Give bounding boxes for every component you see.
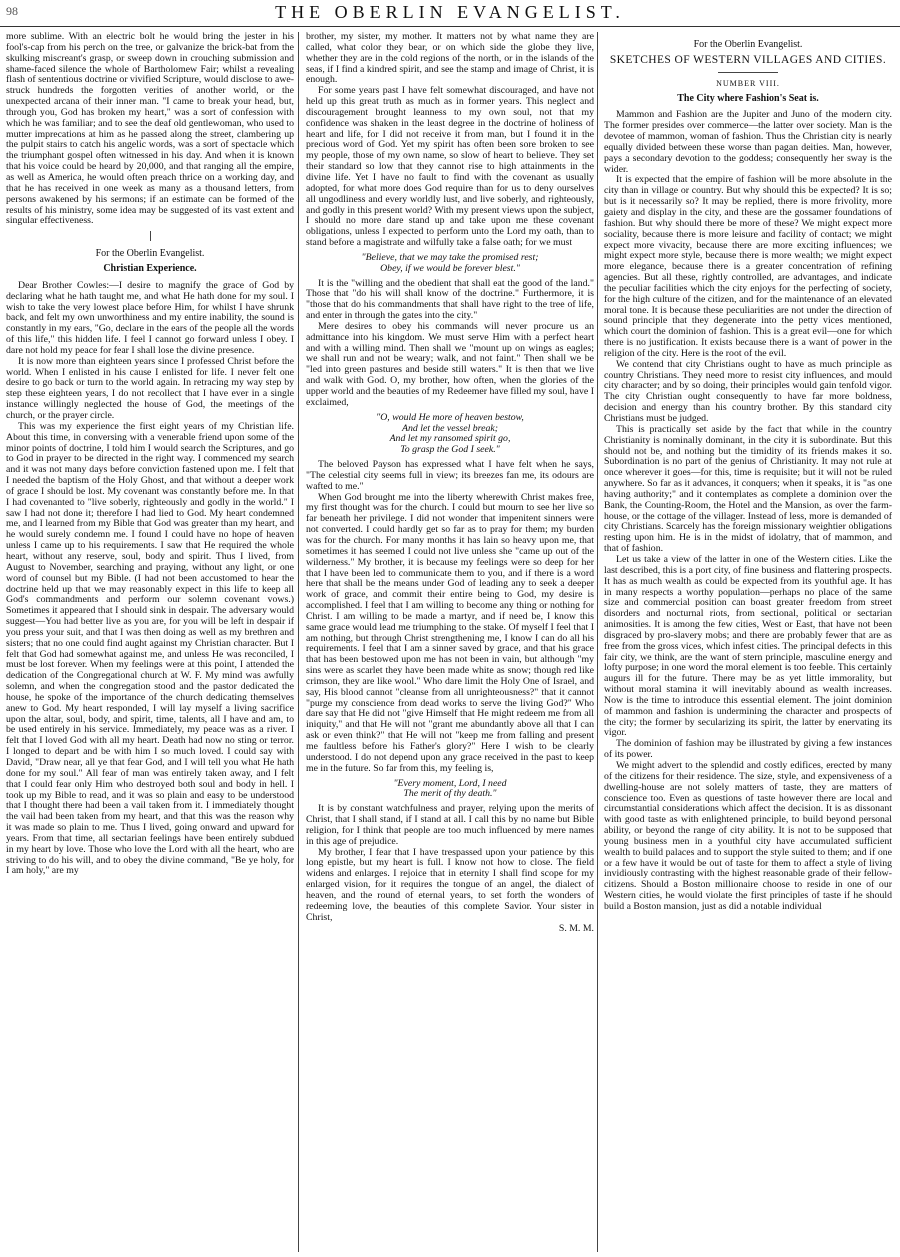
article-byline: For the Oberlin Evangelist. <box>693 39 803 50</box>
column-2 <box>306 32 594 1252</box>
title-rule <box>718 72 778 73</box>
article-paragraph: It is expected that the empire of fashion will be more absolute in the city than in village or country. But why should this be expected? It is so; but is it necessarily so? It may be replied, there is more frivolity, more gaiety and display in the city, and these are the gossamer foundations of fashion. But why should there be more of these? We might expect more sociality, because there is more leisure and facility of contact; we might expect more vivacity, because there are more exciting influences; we might expect more style, because there is more wealth; we might expect more elegance, because there is a greater concentration of refining agencies. But all these, rightly controlled, are advantages, and indicate the peculiar facilities which the city enjoys for the perfecting of society, for the high culture of the citizen, and for the maintenance of an elevated moral tone. It is because these peculiarities are not under the direction of sound principle that they degenerate into the petty vices mentioned, which court the dominion of fashion. This is a great evil—one for which there is no justification. It exists because there is a want of power in the religion of the city. Here is the root of the evil. <box>604 174 892 359</box>
article-signature: S. M. M. <box>558 922 594 934</box>
page-number: 98 <box>6 4 18 18</box>
article-divider <box>150 231 151 241</box>
verse-line: And let the vessel break; <box>402 422 498 434</box>
article-byline: For the Oberlin Evangelist. <box>95 248 205 260</box>
verse-line: "Believe, that we may take the promised rest; <box>361 251 539 263</box>
article-paragraph: brother, my sister, my mother. It matters not by what name they are called, what color they bear, or on which side the globe they live, whether they are in the cold regions of the north, or in the islands of the seas, if I find a kindred spirit, and see the stamp and image of Christ, it is enough. <box>306 32 594 86</box>
article-paragraph: It is the "willing and the obedient that shall eat the good of the land." Those that "do his will shall know of the doctrine." Furthermore, it is "those that do his commandments that shall have right to the tree of life, and enter in through the gates into the city." <box>306 277 594 322</box>
column-1 <box>6 32 294 1252</box>
article-paragraph: Dear Brother Cowles:—I desire to magnify the grace of God by declaring what he hath taught me, and what He hath done for my soul. I wish to take the very lowest place before Him, for whilst I have shrunk back, and felt my own unworthiness and my entire inability, the sound is constantly in my ears, "Go, declare in the ears of the people all the words of this life," this hidden life. I feel I cannot go forward unless I obey. I dare not hold my peace for fear I shall lose the divine presence. <box>6 279 294 356</box>
article-paragraph: It is now more than eighteen years since I professed Christ before the world. When I enlisted in his cause I enlisted for life. I never felt one desire to go back or turn to the world again. In retracing my way step by step these eighteen years, I do not recollect that I have ever in a single instance willingly neglected the house of God, the meetings of the church, or the prayer circle. <box>6 355 294 421</box>
verse-line: Obey, if we would be forever blest." <box>380 262 520 274</box>
newspaper-title: THE OBERLIN EVANGELIST. <box>275 2 625 22</box>
verse-line: "Every moment, Lord, I need <box>393 777 507 789</box>
article-paragraph: The beloved Payson has expressed what I have felt when he says, "The celestial city seems full in view; its breezes fan me, its odours are wafted to me." <box>306 459 594 492</box>
article-heading: Christian Experience. <box>103 263 197 275</box>
article-paragraph: Let us take a view of the latter in one of the Western cities. Like the last described, this is a port city, of fine business and flattering prospects. It has as much wealth as could be expected from its youthful age. It has in many respects a worthy population—perhaps no place of the same size and commercial position can boast greater freedom from street disorders and nocturnal riots, from sectional, political or sectarian animosities. It is among the few cities, West or East, that have not been disgraced by pro-slavery mobs; and there are probably fewer that are as free from the gross vices, which infest cities. The principal defects in this fair city, we think, are the want of stern principle, masculine energy and lofty purpose; in one word the moral element is too feeble. This certainly augurs ill for the future. There may be as yet little immorality, but without moral stamina it will inevitably abound as wealth increases. Now is the time to introduce this essential element. The joint dominion of mammon and fashion is undermining the character and prospects of the city; the former by secularizing its spirit, the latter by enervating its vigor. <box>604 553 892 739</box>
article-paragraph: This is practically set aside by the fact that while in the country Christianity is nominally dominant, in the city it is subordinate. But this should not be, and nothing but the timidity of its friends makes it so. Subordination is no part of the genius of Christianity. It may not rule at once wherever it goes—for this, time is requisite; but it will not be ruled anywhere. So far as it advances, it conquers; when it speaks, it is "as one having authority;" and it contemplates as complete a dominion over the Bank, the Counting-Room, the Hotel and the Mansion, as over the farm-house, or the cottage of the villager. Instead of less, more is demanded of city Christians. Scarcely has the foreign missionary weightier obligations resting upon him. He is in the midst of idolatry, that of mammon, and that of fashion. <box>604 423 892 555</box>
article-paragraph: For some years past I have felt somewhat discouraged, and have not held up this great truth as much as in former years. This neglect and discouragement brought leanness to my own soul, not that my confidence was shaken in the least degree in the doctrine of holiness of heart and life, for I did not receive it from man, but I found it in the precious word of God. Yet my spirit has often been sore broken to see my people, those of my own name, so slow of heart to believe. They set their standard so low that they cannot rise to high attainments in the divine life. Yet I have no fault to find with the covenant as usually adopted, for what more does God require than for us to deny ourselves all ungodliness and every worldly lust, and live soberly, and righteously, and godly in this present world? With my present views upon the subject, I should no more dare stand up and take upon me these covenant obligations, unless I expected to perform unto the Lord my oath, than to stand before a magistrate and wilfully take a false oath; for we must <box>306 85 594 249</box>
verse-line: The merit of thy death." <box>403 788 497 800</box>
verse-line: To grasp the God I seek." <box>400 444 500 456</box>
column-3 <box>604 32 892 1252</box>
verse-quote <box>306 253 594 275</box>
column-rule-left <box>298 32 299 1252</box>
series-title: SKETCHES OF WESTERN VILLAGES AND CITIES. <box>609 53 887 66</box>
series-number: NUMBER VIII. <box>716 78 780 88</box>
column-rule-right <box>597 32 598 1252</box>
article-paragraph: It is by constant watchfulness and prayer, relying upon the merits of Christ, that I shall stand, if I stand at all. I call this by no name but Bible religion, for I think that people are too much influenced by mere names in this age of prejudice. <box>306 803 594 847</box>
continued-article-text: more sublime. With an electric bolt he would bring the jester in his fool's-cap from his perch on the tree, or galvanize the brick-bat from the skulking miscreant's grasp, or sweep down in crouching submission and shame-faced silence the whole of Bartholomew Fair; whilst a revealing flash of sententious doctrine or vivified Scripture, would disclose to awe-struck hundreds the forgotten verities of another world, or the unexpected arcana of their inner man. "I came to break your head, but, through you, God has broken my heart," was a sort of confession with which he was familiar; and to see the deaf old gentlewoman, who used to mutter imprecations at him as he passed along the street, clambering up the pulpit stairs to catch his angelic words, was a sort of spectacle which the triumphant gospel often witnessed in his day. And when it is known that his voice could be heard by 20,000, and that ranging all the empire, as well as America, he would often preach thrice on a working day, and that he has received in one week as many as a thousand letters, from persons awakened by his sermons; if an estimate can be formed of the results of his ministry, some idea may be suggested of its vast extent and singular effectiveness. <box>6 32 294 227</box>
article-paragraph: We might advert to the splendid and costly edifices, erected by many of the citizens for their residence. The size, style, and expensiveness of a dwelling-house are not solely matters of taste, they are matters of conscience too. Even as questions of taste however there are local and circumstantial considerations which affect the decision. It is as dissonant with good taste as with enlightened principle, to build beyond personal ability, or beyond the range of city ability. It is not to be supposed that young business men in a youthful city have accumulated sufficient wealth to build palaces and to support the style suited to them; and if one or a few have it would be out of taste for them to affect a style of living invidiously contrasting with the highest reasonable grade of their fellow-citizens. Should a Boston millionaire choose to reside in one of our Western cities, he would violate the first principles of taste if he should build a Boston mansion, just as did a notable individual <box>604 760 892 912</box>
masthead <box>0 0 900 27</box>
article-paragraph: My brother, I fear that I have trespassed upon your patience by this long epistle, but my heart is full. I know not how to close. The field widens and enlarges. I rejoice that in eternity I shall find scope for my enlarged vision, for it requires the tongue of an angel, the dialect of heaven, and the round of eternal years, to set forth the wonders of redeeming love, the beauties of this complete Savior. Your sister in Christ, <box>306 846 594 923</box>
article-paragraph: We contend that city Christians ought to have as much principle as country Christians. They need more to resist city influences, and mould city character; and by so doing, their principles would gain tenfold vigor. The city Christian ought consequently to have far more boldness, decision and energy than his country brother. By this standard city Christians must be judged. <box>604 358 892 424</box>
article-paragraph: Mere desires to obey his commands will never procure us an admittance into his kingdom. We must serve Him with a perfect heart and with a willing mind. Then shall we "mount up on wings as eagles; we shall run and not be weary; walk, and not faint." Then shall we be "led into green pastures and beside still waters." It is then that we live and walk with God. O, my brother, how often, when the glories of the upper world and the beauties of my Redeemer have filled my soul, have I exclaimed, <box>306 320 594 408</box>
article-paragraph: The dominion of fashion may be illustrated by giving a few instances of its power. <box>604 738 892 761</box>
article-heading: The City where Fashion's Seat is. <box>677 92 819 104</box>
article-paragraph: This was my experience the first eight years of my Christian life. About this time, in conversing with a venerable friend upon some of the minor points of doctrine, I told him I would search the Scriptures, and go to God in prayer to be directed in the right way. I commenced my search and it was not many days before conviction fastened upon me. I felt that I needed the baptism of the Holy Ghost, and that without a deeper work of grace I should be lost. My covenant was constantly before me. In that I had covenanted to "live soberly, righteously and godly in the world." I saw I had not done it; therefore I had lied to God. My heart condemned me, and I learned from my Bible that God was greater than my heart, and he would surely condemn me. I found I could have no hope of heaven unless I came up to his requirements. I saw that He required the whole heart, without any reserve, soul, body and spirit. Thus I lived, from August to November, searching and praying, without any light, or one word of counsel but my Bible. (I had not been accustomed to hear the doctrine held up that we may reasonably expect in this life to keep all God's commandments and perform our solemn covenant vows.) Sometimes it appeared that I should sink in despair. The adversary would suggest—You had better live as you are, for you will be left in despair if you press your suit, and that I was then doing as well as my brethren and sisters; that no one could find aught against my Christian character. But I felt that God had somewhat against me, and unless He was reconciled, I must be lost forever. When my feelings were at this point, I attended the dedication of the Congregational church at W. F. My mind was awfully solemn, and when the congregation stood and the pastor dedicated the house, he spoke of the importance of the church dedicating themselves anew to God. My heart responded, I will lay myself a living sacrifice upon the altar, soul, body, and spirit, time, talents, all I have and am, to be used entirely in his service. Immediately, my peace was as a river. I felt that I loved God with all my heart. Death had now no sting or terror. I longed to depart and be with him I so much loved. I could say with David, "Draw near, all ye that fear God, and I will tell you what He hath done for my soul." All fear of man was entirely taken away, and I felt that I could fear only Him who destroyed both soul and body in hell. I took up my Bible to read, and it was so plain and easy to be understood that I thought there had been a vail taken from it. I immediately thought the vail had been taken from my heart, and that this was the reason why it was made so plain to me. Thus I lived, going onward and upward for years. From that time, all sectarian feelings have been entirely subdued in my heart by love. Those who love the Lord with all the heart, who are striving to do his will, and to obey the divine command, "Be ye holy, for I am holy," are my <box>6 420 294 877</box>
verse-quote <box>306 779 594 801</box>
verse-line: "O, would He more of heaven bestow, <box>376 411 524 423</box>
article-paragraph: Mammon and Fashion are the Jupiter and Juno of the modern city. The former presides over commerce—the latter over society. Man is the devotee of mammon, woman of fashion. Thus the Christian city is nearly equally divided between these worse than pagan deities. Man, however, pays a secondary devotion to the goddess; consequently her sway is the wider. <box>604 109 892 175</box>
verse-quote <box>306 413 594 456</box>
article-paragraph: When God brought me into the liberty wherewith Christ makes free, my first thought was for the church. I could but mourn to see her live so far beneath her privilege. I did not wonder that impenitent sinners were not converted. I could hardly get so far as to pray for them; my burden was for the church. For many months it has lain so heavy upon me, that sometimes it has seemed I could not live unless she "came up out of the wilderness." My brother, it is because my feelings were so deep for her that I have been led to communicate them to you, and if there is a word here that shall be the means under God of leading any to seek a deeper work of grace, and commit their entire being to God, my desire is accomplished. I feel that I am willing to become any thing or nothing for Christ. I am willing to be made a martyr, and if need be, I know this same grace would lead me triumphing to the stake. Of myself I feel that I am nothing, but through Christ strengthening me, I know I can do all his requirements. I feel that I am a sinner saved by grace, and that his grace that has been bestowed upon me has not been in vain, but although "my sins were as scarlet they have been made white as snow; though red like crimson, they are like wool." Who dare limit the Holy One of Israel, and say, His blood cannot "cleanse from all unrighteousness?" that it cannot "purge my conscience from dead works to serve the living God?" Who dare say that He did not "give Himself that He might redeem me from all iniquity," and that He will not "grant me abundantly above all that I can ask or even think?" that He will not "keep me from falling and present me faultless before his Father's glory?" Here I wish to be clearly understood. I do not depend upon any grace received in the past to keep me in the future. So far from this, my feeling is, <box>306 491 594 774</box>
verse-line: And let my ransomed spirit go, <box>389 433 511 445</box>
